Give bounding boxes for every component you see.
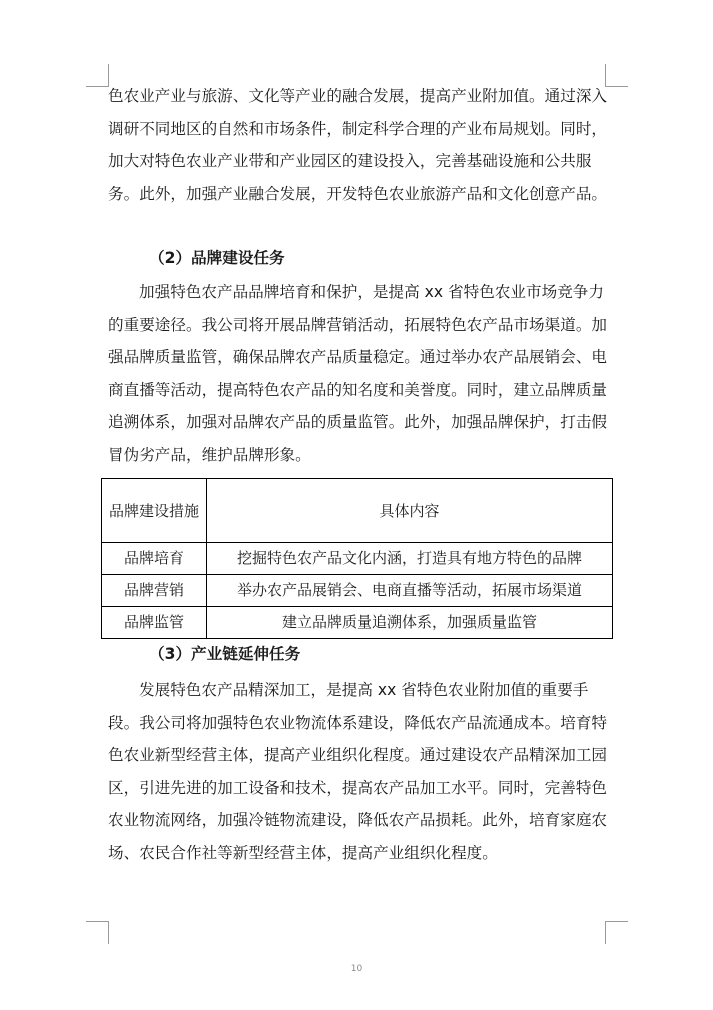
table-cell-measure: 品牌培育	[102, 543, 207, 575]
margin-corner-mark	[605, 921, 628, 944]
heading-industry-chain: （3）产业链延伸任务	[149, 645, 301, 663]
table-row	[102, 575, 613, 607]
table-header-measure: 品牌建设措施	[102, 479, 207, 543]
margin-corner-mark	[605, 64, 628, 87]
table-cell-measure: 品牌监管	[102, 607, 207, 639]
page-number: 10	[350, 964, 363, 974]
paragraph-industry-chain: 发展特色农产品精深加工，是提高 xx 省特色农业附加值的重要手段。我公司将加强特色农业物流体系建设，降低农产品流通成本。培育特色农业新型经营主体，提高产业组织化程度。通过建设农产品精深加工园区，引进先进的加工设备和技术，提高农产品加工水平。同时，完善特色农业物流网络，加强冷链物流建设，降低农产品损耗。此外，培育家庭农场、农民合作社等新型经营主体，提高产业组织化程度。	[108, 681, 608, 862]
table-cell-content: 挖掘特色农产品文化内涵，打造具有地方特色的品牌	[207, 543, 613, 575]
table-cell-measure: 品牌营销	[102, 575, 207, 607]
table-row	[102, 607, 613, 639]
table-header-row	[102, 479, 613, 543]
table-header-content: 具体内容	[207, 479, 613, 543]
table-cell-content: 举办农产品展销会、电商直播等活动，拓展市场渠道	[207, 575, 613, 607]
brand-measures-table	[101, 478, 613, 639]
paragraph-brand-building: 加强特色农产品品牌培育和保护，是提高 xx 省特色农业市场竞争力的重要途径。我公司将开展品牌营销活动，拓展特色农产品市场渠道。加强品牌质量监管，确保品牌农产品质量稳定。通过举办农产品展销会、电商直播等活动，提高特色农产品的知名度和美誉度。同时，建立品牌质量追溯体系，加强对品牌农产品的质量监管。此外，加强品牌保护，打击假冒伪劣产品，维护品牌形象。	[108, 283, 608, 464]
paragraph-intro-continued: 色农业产业与旅游、文化等产业的融合发展，提高产业附加值。通过深入调研不同地区的自然和市场条件，制定科学合理的产业布局规划。同时，加大对特色农业产业带和产业园区的建设投入，完善基础设施和公共服务。此外，加强产业融合发展，开发特色农业旅游产品和文化创意产品。	[108, 87, 608, 203]
margin-corner-mark	[86, 64, 109, 87]
table-cell-content: 建立品牌质量追溯体系，加强质量监管	[207, 607, 613, 639]
heading-brand-building: （2）品牌建设任务	[149, 249, 285, 267]
table-row	[102, 543, 613, 575]
margin-corner-mark	[86, 921, 109, 944]
